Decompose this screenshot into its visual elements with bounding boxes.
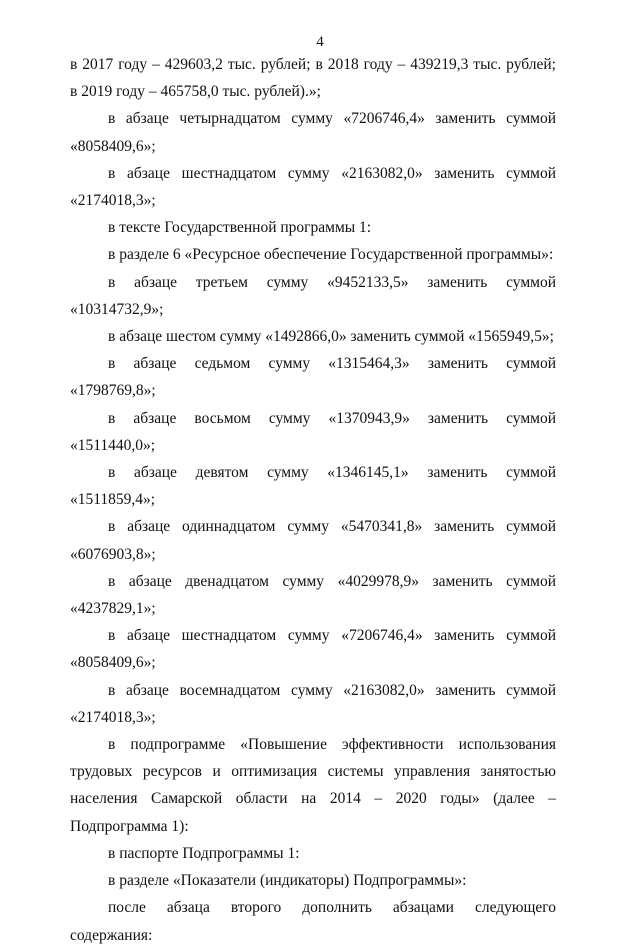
paragraph-line: в разделе 6 «Ресурсное обеспечение Государственной программы»: (108, 246, 554, 264)
paragraph (70, 105, 556, 159)
paragraph-line: в подпрограмме «Повышение эффективности использования (108, 736, 556, 754)
paragraph (70, 840, 556, 867)
paragraph-line: после абзаца второго дополнить абзацами следующего содержания: (70, 899, 556, 944)
paragraph-line: трудовых ресурсов и оптимизация системы управления занятостью (70, 763, 556, 781)
paragraph-line: в абзаце девятом сумму «1346145,1» заменить суммой «1511859,4»; (70, 464, 556, 509)
paragraph (70, 160, 556, 214)
paragraph-line: «8058409,6»; (70, 654, 156, 672)
paragraph-line: Подпрограмма 1): (70, 817, 189, 835)
paragraph-line: в абзаце третьем сумму «9452133,5» заменить суммой «10314732,9»; (70, 273, 556, 318)
paragraph (70, 269, 556, 323)
paragraph (70, 677, 556, 731)
paragraph-line: в 2017 году – 429603,2 тыс. рублей; в 2018 году – 439219,3 тыс. рублей; (70, 56, 556, 73)
paragraph-line: в абзаце четырнадцатом сумму «7206746,4» заменить суммой (108, 110, 556, 128)
paragraph-line: в абзаце восемнадцатом сумму «2163082,0» заменить суммой (108, 681, 556, 699)
paragraph (70, 894, 556, 948)
paragraph-line: «2174018,3»; (70, 192, 156, 210)
paragraph (70, 513, 556, 567)
paragraph (70, 51, 556, 105)
paragraph-line: в абзаце шестом сумму «1492866,0» заменить суммой «1565949,5»; (108, 328, 554, 346)
paragraph (70, 405, 556, 459)
paragraph-line: в абзаце шестнадцатом сумму «7206746,4» заменить суммой (108, 627, 556, 645)
page-number: 4 (316, 34, 324, 50)
paragraph (70, 323, 556, 350)
paragraph-line: «4237829,1»; (70, 600, 156, 618)
paragraph-line: в 2019 году – 465758,0 тыс. рублей).»; (70, 83, 321, 101)
paragraph (70, 568, 556, 622)
paragraph-line: в паспорте Подпрограммы 1: (108, 844, 300, 862)
paragraph-line: в тексте Государственной программы 1: (108, 219, 372, 237)
paragraph-line: населения Самарской области на 2014 – 2020 годы» (далее – (70, 790, 556, 808)
paragraph (70, 214, 556, 241)
paragraph (70, 622, 556, 676)
paragraph-line: в абзаце одиннадцатом сумму «5470341,8» заменить суммой (108, 518, 556, 536)
paragraph-line: «2174018,3»; (70, 708, 156, 726)
paragraph-line: в абзаце восьмом сумму «1370943,9» заменить суммой «1511440,0»; (70, 409, 556, 454)
paragraph (70, 241, 556, 268)
document-body (70, 51, 556, 949)
paragraph (70, 459, 556, 513)
paragraph-line: «8058409,6»; (70, 137, 156, 155)
paragraph-line: в абзаце седьмом сумму «1315464,3» заменить суммой «1798769,8»; (70, 355, 556, 400)
paragraph (70, 731, 556, 840)
paragraph-line: в разделе «Показатели (индикаторы) Подпрограммы»: (108, 872, 467, 890)
paragraph (70, 350, 556, 404)
paragraph (70, 867, 556, 894)
paragraph-line: в абзаце шестнадцатом сумму «2163082,0» заменить суммой (108, 164, 556, 182)
paragraph-line: «6076903,8»; (70, 545, 156, 563)
paragraph-line: в абзаце двенадцатом сумму «4029978,9» заменить суммой (108, 572, 556, 590)
